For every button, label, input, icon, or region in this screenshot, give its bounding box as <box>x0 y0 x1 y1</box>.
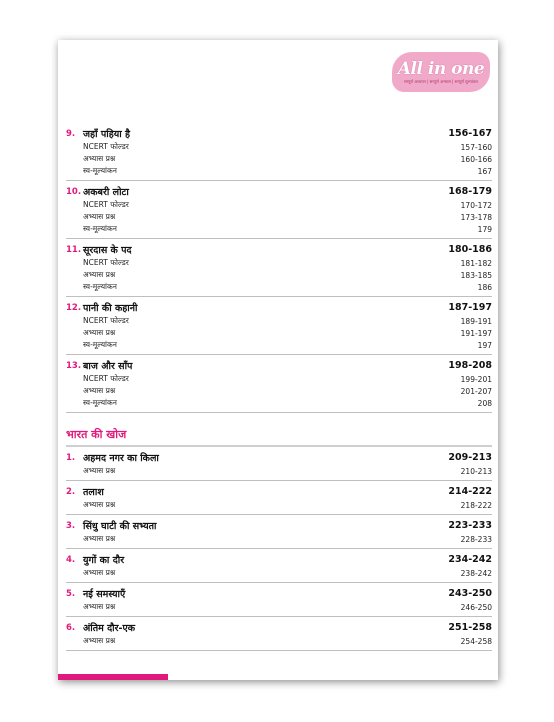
chapter-row <box>66 358 492 373</box>
subtopic-label: NCERT फोल्डर <box>83 374 129 383</box>
toc-chapter <box>66 515 492 549</box>
subtopic-row <box>66 153 492 165</box>
subtopic-pages: 199-201 <box>460 374 492 384</box>
toc-chapter <box>66 481 492 515</box>
subtopic-label: अभ्यास प्रश्न <box>83 386 116 395</box>
chapter-title: बाज और साँप <box>83 361 133 372</box>
toc-chapter <box>66 239 492 297</box>
subtopic-pages: 254-258 <box>460 636 492 646</box>
chapter-number: 3. <box>66 520 76 531</box>
toc-chapter <box>66 123 492 181</box>
chapter-row <box>66 300 492 315</box>
subtopic-pages: 189-191 <box>460 316 492 326</box>
table-of-contents <box>66 123 492 651</box>
subtopic-row <box>66 281 492 293</box>
subtopic-label: NCERT फोल्डर <box>83 258 129 267</box>
chapter-number: 12. <box>66 302 82 313</box>
subtopic-pages: 201-207 <box>460 386 492 396</box>
chapter-row <box>66 620 492 635</box>
subtopic-pages: 228-233 <box>460 534 492 544</box>
subtopic-pages: 157-160 <box>460 142 492 152</box>
chapter-number: 5. <box>66 588 76 599</box>
chapter-title: अंतिम दौर-एक <box>83 623 136 634</box>
subtopic-pages: 191-197 <box>460 328 492 338</box>
toc-chapter <box>66 583 492 617</box>
subtopic-pages: 173-178 <box>460 212 492 222</box>
chapter-title: अकबरी लोटा <box>83 187 129 198</box>
subtopic-row <box>66 385 492 397</box>
subtopic-row <box>66 199 492 211</box>
chapter-number: 9. <box>66 128 76 139</box>
chapter-title: सूरदास के पद <box>83 245 132 256</box>
subtopic-label: अभ्यास प्रश्न <box>83 212 116 221</box>
subtopic-pages: 183-185 <box>460 270 492 280</box>
chapter-pages: 198-208 <box>448 360 492 371</box>
subtopic-label: अभ्यास प्रश्न <box>83 534 116 543</box>
subtopic-label: अभ्यास प्रश्न <box>83 500 116 509</box>
chapter-heading <box>66 553 124 566</box>
subtopic-label: स्व-मूल्यांकन <box>83 224 117 233</box>
chapter-title: जहाँ पहिया है <box>83 129 131 140</box>
subtopic-label: अभ्यास प्रश्न <box>83 466 116 475</box>
chapter-number: 11. <box>66 244 82 255</box>
chapter-heading <box>66 587 125 600</box>
chapter-pages: 187-197 <box>448 302 492 313</box>
toc-chapter <box>66 549 492 583</box>
allinone-logo <box>392 52 490 92</box>
chapter-heading <box>66 451 159 464</box>
subtopic-pages: 208 <box>477 398 492 408</box>
subtopic-row <box>66 165 492 177</box>
subtopic-row <box>66 339 492 351</box>
subtopic-label: अभ्यास प्रश्न <box>83 154 116 163</box>
subtopic-row <box>66 211 492 223</box>
chapter-number: 1. <box>66 452 76 463</box>
subtopic-label: NCERT फोल्डर <box>83 200 129 209</box>
subtopic-row <box>66 315 492 327</box>
chapter-row <box>66 552 492 567</box>
toc-chapter <box>66 447 492 481</box>
subtopic-label: NCERT फोल्डर <box>83 142 129 151</box>
subtopic-label: स्व-मूल्यांकन <box>83 340 117 349</box>
subtopic-pages: 197 <box>477 340 492 350</box>
subtopic-pages: 170-172 <box>460 200 492 210</box>
subtopic-row <box>66 601 492 613</box>
chapter-pages: 168-179 <box>448 186 492 197</box>
chapter-pages: 209-213 <box>448 452 492 463</box>
chapter-row <box>66 518 492 533</box>
subtopic-pages: 160-166 <box>460 154 492 164</box>
chapter-row <box>66 184 492 199</box>
book-page <box>58 40 498 680</box>
toc-chapter <box>66 617 492 651</box>
logo-wordmark: All in one <box>397 58 485 79</box>
subtopic-row <box>66 499 492 511</box>
subtopic-row <box>66 635 492 647</box>
chapter-pages: 251-258 <box>448 622 492 633</box>
chapter-heading <box>66 485 104 498</box>
chapter-number: 13. <box>66 360 82 371</box>
chapter-heading <box>66 127 130 140</box>
logo-tagline: सम्पूर्ण अध्ययन | सम्पूर्ण अभ्यास | सम्पूर्ण मूल्यांकन <box>403 78 479 84</box>
chapter-pages: 156-167 <box>448 128 492 139</box>
subtopic-pages: 179 <box>477 224 492 234</box>
subtopic-pages: 218-222 <box>460 500 492 510</box>
chapter-heading <box>66 243 132 256</box>
chapter-title: पानी की कहानी <box>83 303 138 314</box>
subtopic-label: स्व-मूल्यांकन <box>83 282 117 291</box>
chapter-heading <box>66 519 157 532</box>
subtopic-label: स्व-मूल्यांकन <box>83 398 117 407</box>
chapter-title: अहमद नगर का किला <box>83 453 159 464</box>
toc-chapter <box>66 181 492 239</box>
chapter-pages: 234-242 <box>448 554 492 565</box>
subtopic-row <box>66 397 492 409</box>
subtopic-row <box>66 141 492 153</box>
subtopic-pages: 210-213 <box>460 466 492 476</box>
subtopic-row <box>66 327 492 339</box>
subtopic-label: अभ्यास प्रश्न <box>83 328 116 337</box>
chapter-number: 6. <box>66 622 76 633</box>
subtopic-pages: 186 <box>477 282 492 292</box>
chapter-heading <box>66 359 132 372</box>
section-heading: भारत की खोज <box>66 419 492 447</box>
chapter-pages: 214-222 <box>448 486 492 497</box>
chapter-number: 2. <box>66 486 76 497</box>
chapter-heading <box>66 301 138 314</box>
subtopic-label: अभ्यास प्रश्न <box>83 636 116 645</box>
chapter-heading <box>66 621 135 634</box>
chapter-pages: 243-250 <box>448 588 492 599</box>
subtopic-label: NCERT फोल्डर <box>83 316 129 325</box>
subtopic-label: स्व-मूल्यांकन <box>83 166 117 175</box>
subtopic-row <box>66 257 492 269</box>
subtopic-pages: 167 <box>477 166 492 176</box>
toc-chapter <box>66 297 492 355</box>
toc-chapter <box>66 355 492 413</box>
chapter-pages: 180-186 <box>448 244 492 255</box>
chapter-row <box>66 586 492 601</box>
subtopic-row <box>66 269 492 281</box>
chapter-row <box>66 126 492 141</box>
subtopic-label: अभ्यास प्रश्न <box>83 568 116 577</box>
chapter-pages: 223-233 <box>448 520 492 531</box>
chapter-row <box>66 242 492 257</box>
chapter-title: युगों का दौर <box>83 555 125 566</box>
page-accent-bar <box>58 674 168 680</box>
chapter-number: 10. <box>66 186 82 197</box>
subtopic-row <box>66 223 492 235</box>
subtopic-pages: 181-182 <box>460 258 492 268</box>
subtopic-pages: 246-250 <box>460 602 492 612</box>
subtopic-label: अभ्यास प्रश्न <box>83 270 116 279</box>
subtopic-row <box>66 465 492 477</box>
chapter-heading <box>66 185 129 198</box>
chapter-number: 4. <box>66 554 76 565</box>
subtopic-row <box>66 533 492 545</box>
chapter-title: तलाश <box>83 487 104 498</box>
chapter-row <box>66 484 492 499</box>
subtopic-label: अभ्यास प्रश्न <box>83 602 116 611</box>
chapter-title: नई समस्याएँ <box>83 589 126 600</box>
subtopic-row <box>66 567 492 579</box>
chapter-row <box>66 450 492 465</box>
subtopic-row <box>66 373 492 385</box>
subtopic-pages: 238-242 <box>460 568 492 578</box>
chapter-title: सिंधु घाटी की सभ्यता <box>83 521 157 532</box>
